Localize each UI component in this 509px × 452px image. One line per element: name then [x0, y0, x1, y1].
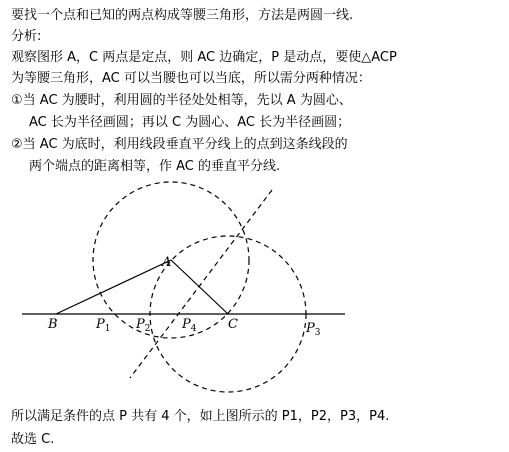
- label-p2: $P_2$: [136, 317, 151, 334]
- analysis-line-1: 观察图形 A，C 两点是定点，则 AC 边确定，P 是动点，要使△ACP: [11, 50, 397, 65]
- case-two-line-1: ②当 AC 为底时，利用线段垂直平分线上的点到这条线段的: [11, 137, 348, 152]
- case-two-line-2: 两个端点的距离相等，作 AC 的垂直平分线.: [29, 159, 281, 174]
- segment-ab: [56, 260, 171, 314]
- segment-ac: [171, 260, 228, 314]
- case-one-line-2: AC 长为半径画圆；再以 C 为圆心、AC 长为半径画圆；: [29, 115, 351, 130]
- label-p3: $P_3$: [306, 321, 321, 338]
- answer-line: 故选 C.: [11, 432, 55, 447]
- intro-line: 要找一个点和已知的两点构成等腰三角形，方法是两圆一线.: [11, 8, 354, 23]
- conclusion-line: 所以满足条件的点 P 共有 4 个，如上图所示的 P1，P2，P3，P4.: [11, 409, 390, 424]
- analysis-heading: 分析:: [11, 29, 42, 44]
- label-c: C: [228, 317, 238, 332]
- label-p1: $P_1$: [96, 317, 111, 334]
- analysis-line-2: 为等腰三角形，AC 可以当腰也可以当底，所以需分两种情况：: [11, 71, 371, 86]
- label-a: A: [162, 255, 172, 270]
- label-b: B: [48, 317, 58, 332]
- case-one-line-1: ①当 AC 为腰时，利用圆的半径处处相等，先以 A 为圆心、: [11, 93, 352, 108]
- perpendicular-bisector: [130, 190, 272, 378]
- label-p4: $P_4$: [182, 317, 197, 334]
